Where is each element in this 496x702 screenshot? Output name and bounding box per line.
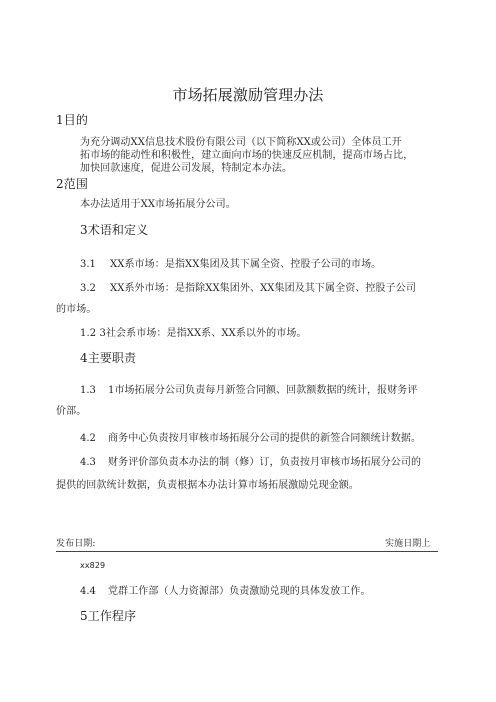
- section-heading-purpose: 1目的: [56, 113, 88, 127]
- document-title: 市场拓展激励管理办法: [172, 86, 324, 104]
- duty-text-continuation: 提供的回款统计数据，负责根据本办法计算市场拓展激励兑现金额。: [56, 480, 359, 491]
- footer-divider: [56, 551, 438, 552]
- duty-number: 4.4: [80, 586, 96, 597]
- section-heading-responsibilities: 4主要职责: [80, 351, 137, 365]
- duty-number: 4.2: [80, 433, 96, 444]
- duty-text: 1市场拓展分公司负责每月新签合同额、回款额数据的统计，报财务评: [108, 385, 418, 396]
- term-text: XX系市场：是指XX集团及其下属全资、控股子公司的市场。: [110, 259, 382, 270]
- publish-date-label: 发布日期:: [56, 539, 96, 549]
- term-text-continuation: 的市场。: [56, 304, 97, 315]
- purpose-text-line-1: 为充分调动XX信息技术股份有限公司（以下简称XX或公司）全体员工开: [80, 137, 402, 148]
- duty-text: 党群工作部（人力资源部）负责激励兑现的具体发放工作。: [108, 586, 371, 597]
- document-code: xx829: [80, 561, 106, 570]
- duty-text: 财务评价部负责本办法的制（修）订，负责按月审核市场拓展分公司的: [108, 457, 422, 468]
- section-heading-procedure: 5工作程序: [80, 609, 137, 623]
- purpose-text-line-2: 拓市场的能动性和积极性，建立面向市场的快速反应机制，提高市场占比，: [80, 150, 414, 161]
- term-text: 1.2 3社会系市场：是指XX系、XX系以外的市场。: [80, 328, 307, 339]
- scope-text: 本办法适用于XX市场拓展分公司。: [80, 199, 236, 210]
- section-heading-terms: 3术语和定义: [80, 223, 149, 237]
- duty-number: 4.3: [80, 457, 96, 468]
- purpose-text-line-3: 加快回款速度，促进公司发展，特制定本办法。: [80, 163, 293, 174]
- duty-text: 商务中心负责按月审核市场拓展分公司的提供的新签合同额统计数据。: [108, 433, 422, 444]
- duty-text-continuation: 价部。: [56, 406, 87, 417]
- duty-number: 1.3: [80, 385, 96, 396]
- implement-date-label: 实施日期上: [385, 539, 431, 549]
- term-text: XX系外市场：是指除XX集团外、XX集团及其下属全资、控股子公司: [110, 283, 416, 294]
- term-number: 3.1: [80, 259, 96, 270]
- term-number: 3.2: [80, 283, 96, 294]
- section-heading-scope: 2范围: [56, 177, 88, 191]
